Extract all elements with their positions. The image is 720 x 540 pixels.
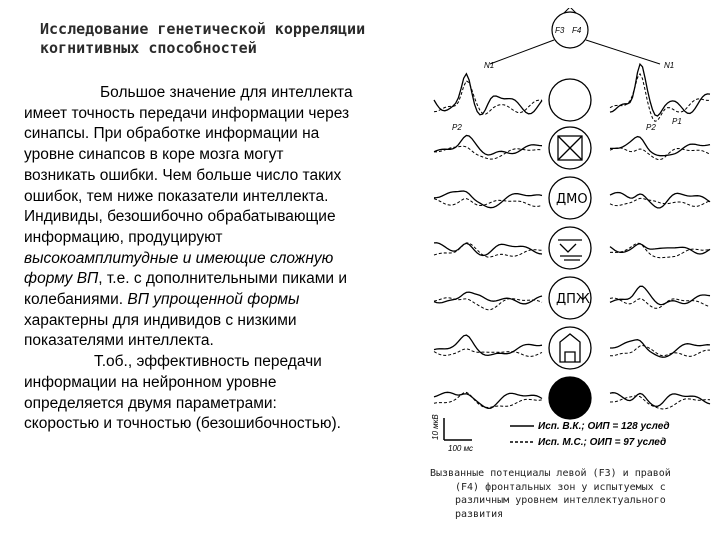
body-line: возникать ошибки. Чем больше число таких: [24, 166, 342, 184]
body-line: , т.е. с дополнительными пиками и: [98, 270, 348, 288]
slide-title-line1: Исследование генетической корреляции: [40, 20, 366, 38]
body-line: ошибок, тем ниже показатели интеллекта.: [24, 187, 329, 205]
body-line: колебаниями.: [24, 291, 128, 309]
legend-solid-text: Исп. В.К.; ОИП = 128 услед: [538, 421, 670, 432]
body-italic: форму ВП: [24, 270, 99, 288]
filled-circle-symbol: [549, 377, 591, 419]
peak-label-p2-right: P2: [646, 123, 656, 132]
waveform-dashed: [434, 199, 542, 207]
scale-time-label: 100 мс: [448, 444, 473, 453]
waveform-dashed: [434, 392, 542, 407]
body-line: Индивиды, безошибочно обрабатывающие: [24, 208, 336, 226]
body-line: имеет точность передачи информации через: [24, 104, 350, 122]
body-line: синапсы. При обработке информации на: [24, 125, 320, 143]
body-line: характерны для индивидов с низкими: [24, 311, 297, 329]
slide-title: [40, 20, 420, 58]
head-diagram: [490, 8, 660, 64]
caption-line: развития: [455, 508, 504, 520]
peak-label-n1-left: N1: [484, 61, 495, 70]
waveform-dashed: [610, 346, 710, 357]
waveform-dashed: [610, 396, 710, 409]
body-line: скоростью и точностью (безошибочностью).: [24, 415, 341, 433]
waveform-solid: [610, 244, 710, 254]
waveform-solid: [434, 136, 542, 156]
scale-amp-label: 10 мкВ: [431, 414, 440, 440]
body-line: определяется двумя параметрами:: [24, 394, 277, 412]
waveform-dashed: [434, 146, 542, 159]
body-line: информации на нейронном уровне: [24, 373, 277, 391]
waveform-dashed: [610, 198, 710, 206]
body-line: уровне синапсов в коре мозга могут: [24, 146, 284, 164]
waveform-solid: [434, 243, 542, 256]
waveform-solid: [610, 64, 710, 116]
body-line: высокоамплитудные и имеющие сложную: [24, 249, 334, 267]
waveform-dashed: [610, 148, 710, 160]
waveform-solid: [610, 137, 710, 156]
body-text: [24, 83, 424, 435]
sketch-symbol: [549, 227, 591, 269]
scale-bar: [431, 414, 473, 453]
caption-line: различным уровнем интеллектуального: [455, 495, 666, 506]
body-line: показателями интеллекта.: [24, 332, 214, 350]
waveforms: [434, 64, 710, 409]
body-line: Т.об., эффективность передачи: [94, 353, 322, 371]
waveform-solid: [434, 392, 542, 408]
peak-label-p2-left: P2: [452, 123, 462, 132]
caption-line: Вызванные потенциалы левой (F3) и правой: [430, 468, 671, 479]
dpzh-label: ДПЖ: [556, 292, 590, 307]
stimulus-symbols: [549, 79, 591, 419]
body-italic: ВП упрощенной формы: [127, 291, 300, 309]
waveform-dashed: [434, 81, 542, 114]
waveform-solid: [434, 74, 542, 115]
body-line: информацию, продуцируют: [24, 228, 223, 246]
slide-title-line2: когнитивных способностей: [40, 39, 257, 57]
peak-label-n1-right: N1: [664, 61, 675, 70]
dmo-label: ДМО: [556, 192, 588, 207]
waveform-solid: [610, 286, 710, 304]
legend-dashed-text: Исп. М.С.; ОИП = 97 услед: [538, 437, 667, 448]
figure-caption: [430, 467, 710, 521]
body-line: Большое значение для интеллекта: [100, 84, 353, 101]
circle-symbol: [549, 79, 591, 121]
peak-label-p1-right: P1: [672, 117, 682, 126]
waveform-dashed: [610, 243, 710, 258]
legend: [510, 421, 670, 448]
head-label-f4: F4: [572, 26, 582, 35]
evoked-potentials-figure: [424, 8, 720, 456]
waveform-solid: [610, 193, 710, 208]
head-label-f3: F3: [555, 26, 565, 35]
caption-line: (F4) фронтальных зон у испытуемых с: [455, 481, 666, 493]
